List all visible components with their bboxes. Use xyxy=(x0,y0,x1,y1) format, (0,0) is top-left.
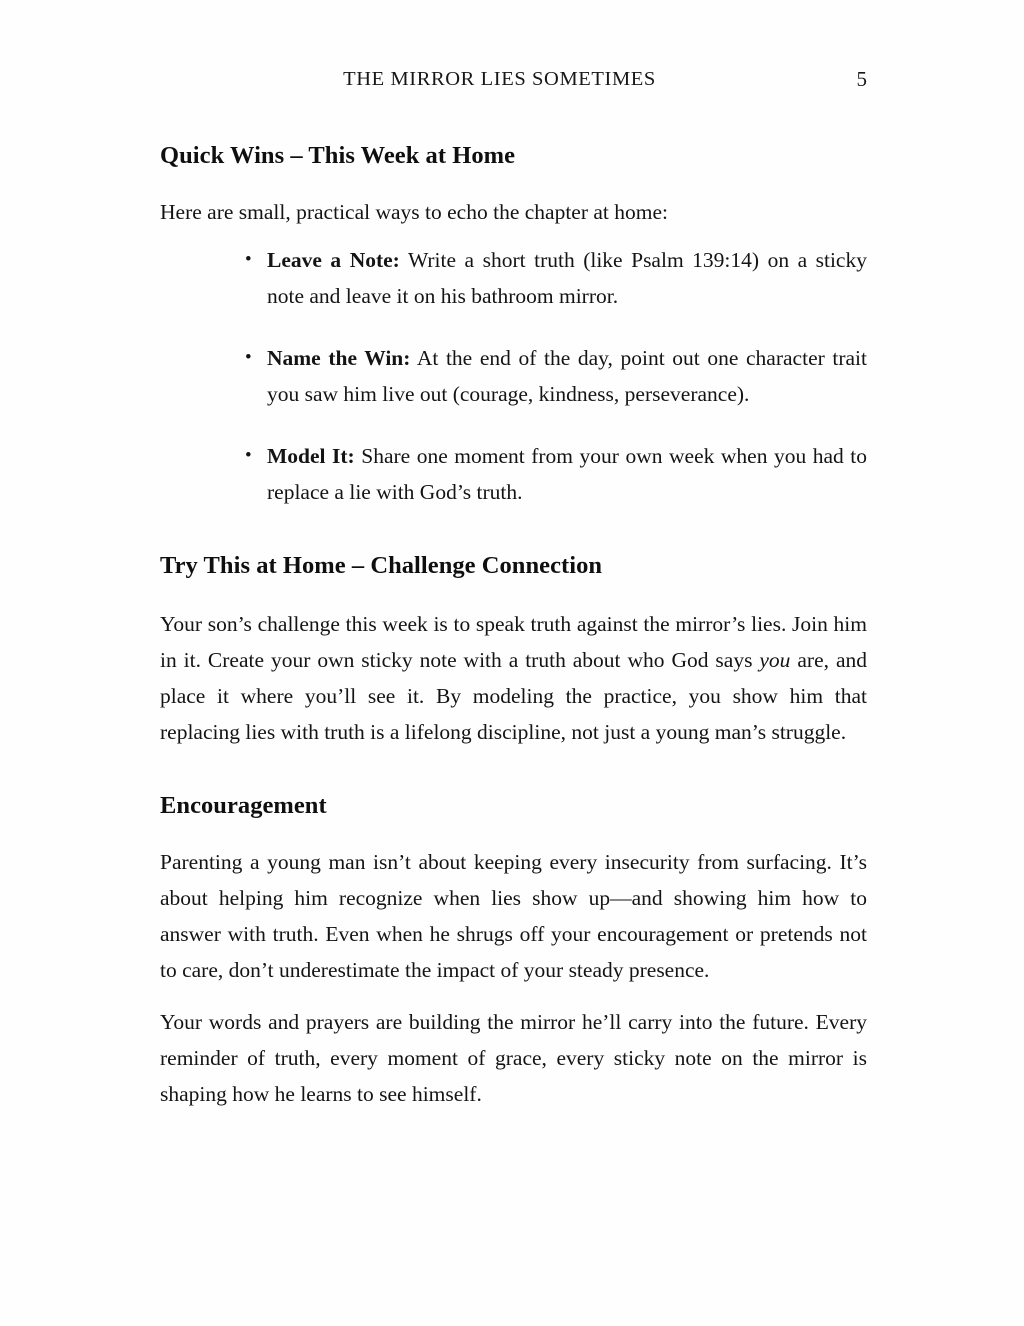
emphasized-word: you xyxy=(759,648,791,672)
section-heading-encouragement: Encouragement xyxy=(160,792,327,819)
section-heading-quick-wins: Quick Wins – This Week at Home xyxy=(160,142,516,169)
list-item-text: Share one moment from your own week when you had to replace a lie with God’s truth. xyxy=(267,444,867,504)
section-heading-try-this-at-home: Try This at Home – Challenge Connection xyxy=(160,552,603,579)
text-block xyxy=(160,140,867,1112)
bullet-icon: • xyxy=(245,445,252,466)
list-item xyxy=(245,242,867,314)
paragraph-encouragement-1: Parenting a young man isn’t about keeping every insecurity from surfacing. It’s about helping him recognize when lies show up—and showing him how to answer with truth. Even when he shrugs off your encouragement or pretends not to care, don’t underestimate the impact of your steady presence. xyxy=(160,850,867,982)
paragraph-text-part1: Your son’s challenge this week is to speak truth against the mirror’s lies. Join him in it. Create your own sticky note with a truth about who God says xyxy=(160,612,867,672)
paragraph-encouragement-2: Your words and prayers are building the mirror he’ll carry into the future. Every reminder of truth, every moment of grace, every sticky note on the mirror is shaping how he learns to see himself. xyxy=(160,1010,867,1106)
list-item-term: Model It: xyxy=(267,444,355,468)
running-head-title: THE MIRROR LIES SOMETIMES xyxy=(343,68,656,90)
list-item-text: At the end of the day, point out one character trait you saw him live out (courage, kindness, perseverance). xyxy=(267,346,867,406)
paragraph-try-this-at-home xyxy=(160,606,867,750)
bullet-icon: • xyxy=(245,249,252,270)
list-item-term: Name the Win: xyxy=(267,346,411,370)
list-item-term: Leave a Note: xyxy=(267,248,400,272)
list-item-text: Write a short truth (like Psalm 139:14) on a sticky note and leave it on his bathroom mirror. xyxy=(267,248,867,308)
page-number: 5 xyxy=(856,67,867,91)
bullet-icon: • xyxy=(245,347,252,368)
list-item xyxy=(245,438,867,510)
quick-wins-list xyxy=(160,242,867,510)
paragraph-text-part2: are, and place it where you’ll see it. By modeling the practice, you show him that replacing lies with truth is a lifelong discipline, not just a young man’s struggle. xyxy=(160,648,867,744)
paragraph-quick-wins-intro: Here are small, practical ways to echo the chapter at home: xyxy=(160,200,669,224)
list-item xyxy=(245,340,867,412)
running-head xyxy=(160,66,867,96)
